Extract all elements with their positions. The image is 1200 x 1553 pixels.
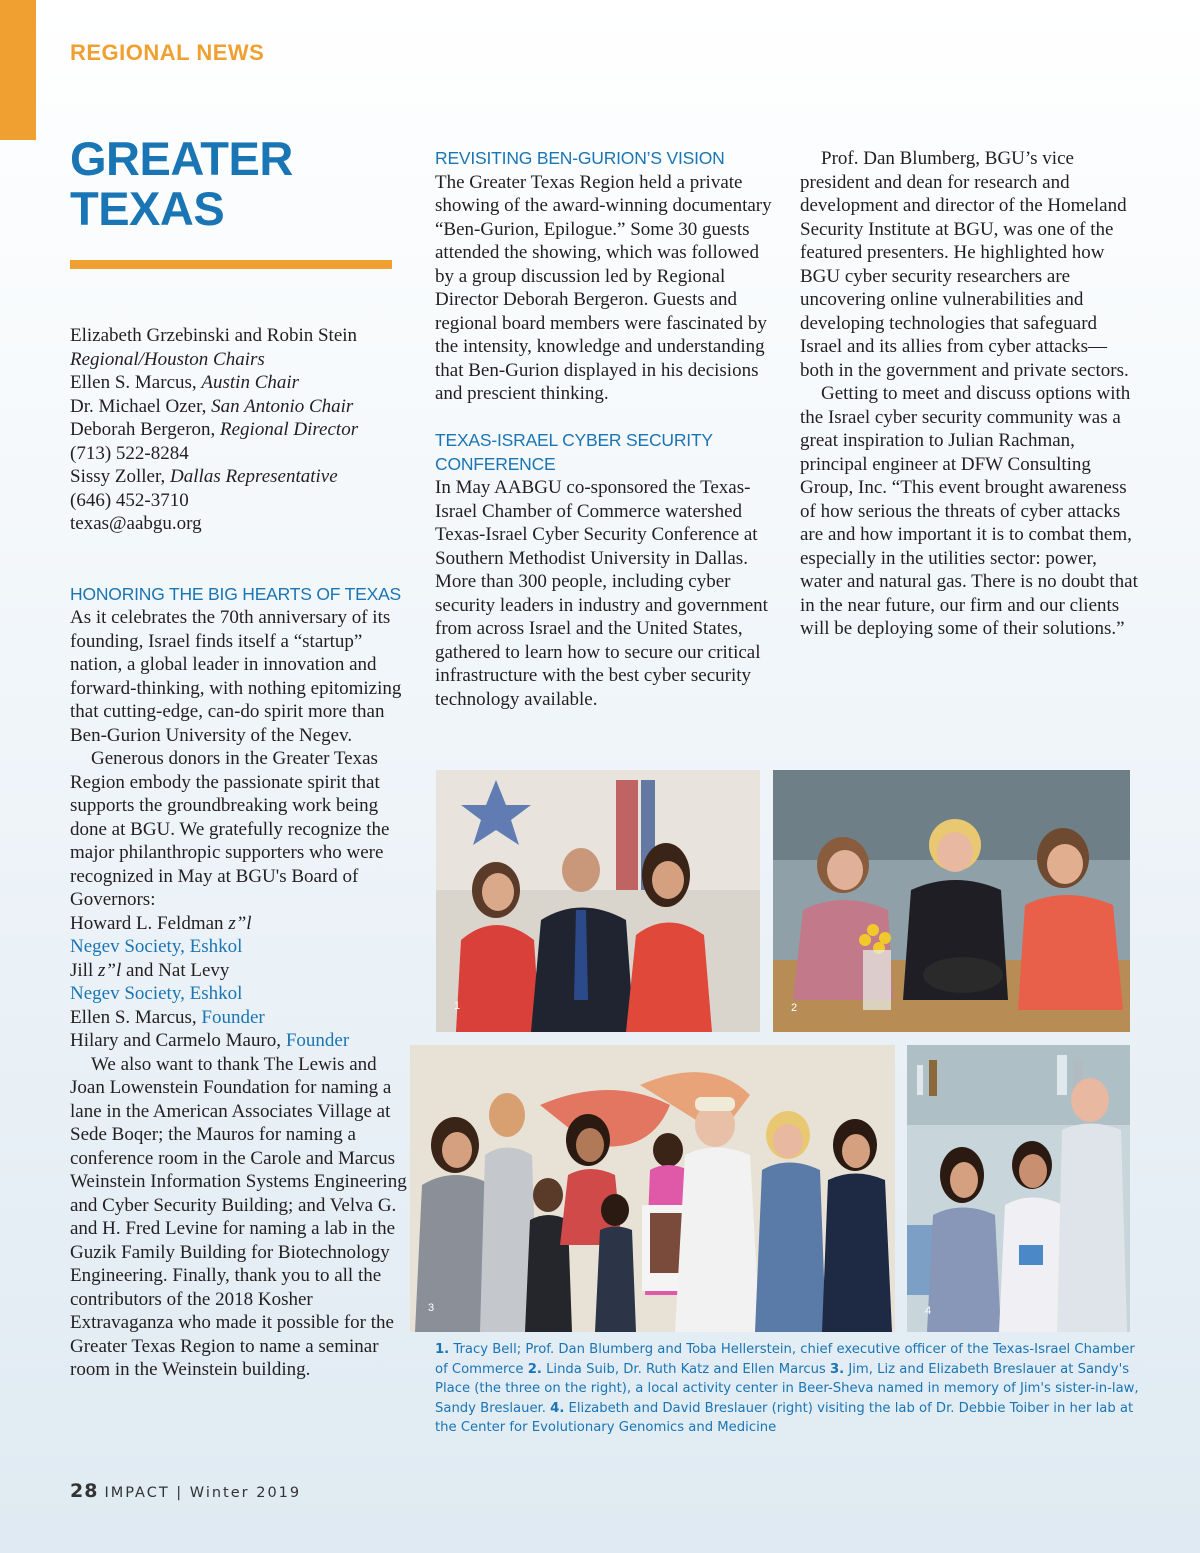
publication-name: IMPACT | Winter 2019 xyxy=(104,1485,302,1501)
photo-3-image xyxy=(410,1045,895,1332)
paragraph: In May AABGU co-sponsored the Texas-Israel Chamber of Commerce watershed Texas-Israel Cyber Security Conference at Southern Methodist University in Dallas. More than 300 people, including cyber security leaders in industry and government from across Israel and the United States, gathered to learn how to secure our critical infrastructure with the best cyber security technology available. xyxy=(435,477,768,710)
paragraph: The Greater Texas Region held a private showing of the award-winning documentary “Ben-Gurion, Epilogue.” Some 30 guests attended the showing, which was followed by a group discussion led by Regional Director Deborah Bergeron. Guests and regional board members were fascinated by the intensity, knowledge and understanding that Ben-Gurion displayed in his decisions and prescient thinking. xyxy=(435,171,772,404)
donor-line: Hilary and Carmelo Mauro, Founder xyxy=(70,1030,350,1051)
photo-2 xyxy=(773,770,1130,1032)
donor-line: Howard L. Feldman z”l xyxy=(70,912,252,934)
contact-phone: (646) 452-3710 xyxy=(70,489,189,511)
column-3 xyxy=(800,147,1140,641)
title-rule xyxy=(70,260,392,269)
contact-line: Ellen S. Marcus, Austin Chair xyxy=(70,372,300,393)
photo-2-image xyxy=(773,770,1130,1032)
contact-phone: (713) 522-8284 xyxy=(70,442,189,464)
contact-line: Sissy Zoller, Dallas Representative xyxy=(70,466,338,487)
donor-line: Negev Society, Eshkol xyxy=(70,983,243,1004)
photo-3 xyxy=(410,1045,895,1332)
region-title: GREATER TEXAS xyxy=(70,132,293,235)
photo-4 xyxy=(907,1045,1130,1332)
photo-number: 3 xyxy=(428,1302,435,1314)
section-label: REGIONAL NEWS xyxy=(70,40,265,65)
page-number: 28 xyxy=(70,1480,99,1502)
paragraph: Prof. Dan Blumberg, BGU’s vice president and dean for research and development and director of the Homeland Security Institute at BGU, was one of the featured presenters. He highlighted how BGU cyber security researchers are uncovering online vulnerabilities and developing technologies that safeguard Israel and its allies from cyber attacks—both in the government and private sectors. xyxy=(800,148,1129,381)
photo-number: 2 xyxy=(791,1002,798,1014)
accent-bar xyxy=(0,0,36,140)
column-2 xyxy=(435,147,775,711)
caption-4: 4. Elizabeth and David Breslauer (right) visiting the lab of Dr. Debbie Toiber in her lab at the Center for Evolutionary Genomics and Medicine xyxy=(435,1400,1134,1435)
column-1 xyxy=(70,134,410,1382)
section-heading: TEXAS-ISRAEL CYBER SECURITY CONFERENCE xyxy=(435,430,713,474)
donor-line: Ellen S. Marcus, Founder xyxy=(70,1006,265,1028)
contact-line: Deborah Bergeron, Regional Director xyxy=(70,419,359,440)
donor-line: Jill z”l and Nat Levy xyxy=(70,959,230,981)
photo-1 xyxy=(436,770,760,1032)
caption-2: 2. Linda Suib, Dr. Ruth Katz and Ellen Marcus xyxy=(527,1361,830,1377)
photo-4-image xyxy=(907,1045,1130,1332)
contact-line: Dr. Michael Ozer, San Antonio Chair xyxy=(70,395,354,417)
contact-email[interactable]: texas@aabgu.org xyxy=(70,513,202,534)
paragraph: We also want to thank The Lewis and Joan Lowenstein Foundation for naming a lane in the American Associates Village at Sede Boqer; the Mauros for naming a conference room in the Carole and Marcus Weinstein Information Systems Engineering and Cyber Security Building; and Velva G. and H. Fred Levine for naming a lab in the Guzik Family Building for Biotechnology Engineering. Finally, thank you to all the contributors of the 2018 Kosher Extravaganza who made it possible for the Greater Texas Region to name a seminar room in the Weinstein building. xyxy=(70,1053,407,1380)
page-footer xyxy=(70,1480,301,1502)
section-heading: REVISITING BEN-GURION’S VISION xyxy=(435,148,725,168)
photo-number: 4 xyxy=(925,1305,932,1317)
donor-line: Negev Society, Eshkol xyxy=(70,936,243,957)
photo-number: 1 xyxy=(454,1000,461,1012)
contact-line: Elizabeth Grzebinski and Robin Stein xyxy=(70,325,358,346)
caption-3: 3. Jim, Liz and Elizabeth Breslauer at Sandy's Place (the three on the right), a local activity center in Beer-Sheva named in memory of Jim's sister-in-law, Sandy Breslauer. xyxy=(435,1361,1139,1416)
contact-list xyxy=(70,324,410,536)
photo-1-image xyxy=(436,770,760,1032)
photo-captions xyxy=(435,1340,1140,1438)
caption-1: 1. Tracy Bell; Prof. Dan Blumberg and Toba Hellerstein, chief executive officer of the Texas-Israel Chamber of Commerce xyxy=(435,1342,1135,1377)
donor-list xyxy=(70,912,410,1053)
section-heading: HONORING THE BIG HEARTS OF TEXAS xyxy=(70,583,402,604)
contact-line: Regional/Houston Chairs xyxy=(70,348,265,370)
paragraph: Generous donors in the Greater Texas Region embody the passionate spirit that supports the groundbreaking work being done at BGU. We gratefully recognize the major philanthropic supporters who were recognized in May at BGU's Board of Governors: xyxy=(70,748,390,910)
paragraph: As it celebrates the 70th anniversary of its founding, Israel finds itself a “startup” nation, a global leader in innovation and forward-thinking, with nothing epitomizing that cutting-edge, can-do spirit more than Ben-Gurion University of the Negev. xyxy=(70,607,402,746)
paragraph: Getting to meet and discuss options with the Israel cyber security community was a great inspiration to Julian Rachman, principal engineer at DFW Consulting Group, Inc. “This event brought awareness of how serious the threats of cyber attacks are and how important it is to combat them, especially in the utilities sector: power, water and natural gas. There is no doubt that in the near future, our firm and our clients will be deploying some of their solutions.” xyxy=(800,383,1138,639)
